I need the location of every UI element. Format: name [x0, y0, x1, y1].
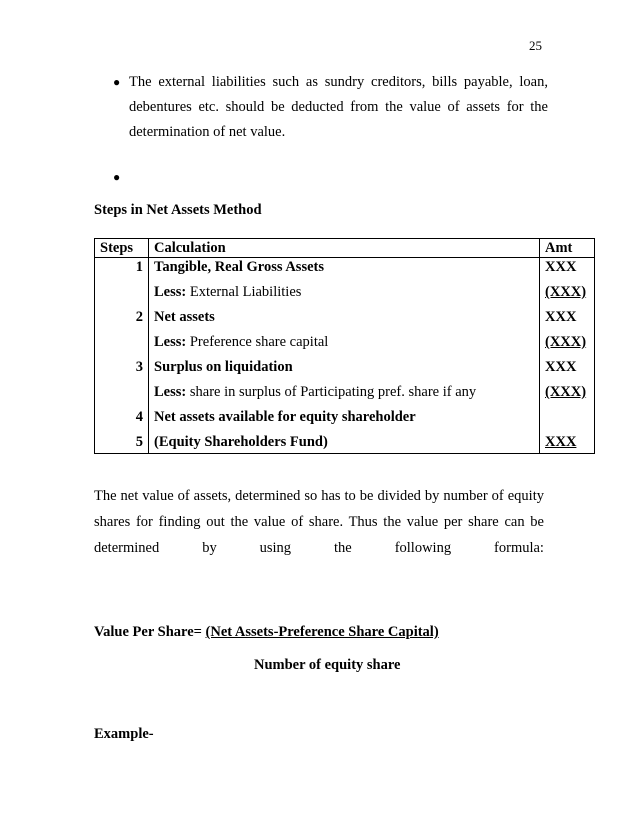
formula-line [94, 624, 439, 641]
table-row [95, 433, 595, 454]
row-calculation [149, 308, 540, 333]
row-amount: XXX [545, 309, 577, 325]
paragraph-word: by [202, 540, 217, 556]
table-row [95, 258, 595, 284]
paragraph-line [94, 535, 544, 561]
row-amount [540, 408, 595, 433]
bullet-dot-icon: ● [113, 170, 121, 184]
less-prefix: Less: [154, 284, 187, 300]
table-row [95, 383, 595, 408]
body-paragraph [94, 483, 544, 561]
row-amount: XXX [545, 359, 577, 375]
less-prefix: Less: [154, 384, 187, 400]
row-amount: (XXX) [545, 384, 587, 400]
formula-numerator: (Net Assets-Preference Share Capital) [205, 624, 439, 640]
paragraph-word: using [259, 540, 292, 556]
row-amount: XXX [545, 259, 577, 275]
section-heading: Steps in Net Assets Method [94, 202, 262, 218]
row-calculation [149, 283, 540, 308]
table-row [95, 358, 595, 383]
less-prefix: Less: [154, 334, 187, 350]
header-steps: Steps [95, 239, 149, 258]
row-calculation [149, 258, 540, 284]
calculation-text: External Liabilities [186, 284, 302, 300]
row-step [95, 383, 149, 408]
calculation-text: Net assets [154, 309, 215, 325]
calculation-text: Net assets available for equity shareholder [154, 409, 416, 425]
bullet-text: The external liabilities such as sundry creditors, bills payable, loan, debentures etc. should be deducted from the value of assets for the determination of net value. [129, 74, 548, 140]
table-header-row [95, 239, 595, 258]
paragraph-word: following [394, 540, 452, 556]
row-step: 4 [95, 408, 149, 433]
row-step: 1 [95, 258, 149, 284]
table-row [95, 333, 595, 358]
row-amount: (XXX) [545, 284, 587, 300]
row-calculation [149, 383, 540, 408]
header-calculation: Calculation [149, 239, 540, 258]
calculation-text: Surplus on liquidation [154, 359, 293, 375]
calculation-text: share in surplus of Participating pref. share if any [186, 384, 477, 400]
row-amount: XXX [545, 434, 577, 450]
bullet-item [96, 70, 548, 145]
bullet-item-empty [96, 165, 548, 190]
formula-denominator: Number of equity share [254, 657, 401, 673]
steps-table-body [95, 258, 595, 454]
calculation-text: (Equity Shareholders Fund) [154, 434, 328, 450]
row-step: 5 [95, 433, 149, 454]
formula-label: Value Per Share= [94, 624, 206, 640]
table-row [95, 283, 595, 308]
table-row [95, 408, 595, 433]
bullet-dot-icon: ● [113, 75, 121, 89]
row-calculation [149, 408, 540, 433]
calculation-text: Preference share capital [186, 334, 329, 350]
bullet-list [96, 70, 548, 190]
paragraph-word: formula: [494, 540, 544, 556]
steps-table [94, 238, 595, 454]
row-step: 3 [95, 358, 149, 383]
page-number: 25 [529, 38, 542, 53]
paragraph-word: determined [94, 540, 160, 556]
table-row [95, 308, 595, 333]
row-calculation [149, 358, 540, 383]
row-calculation [149, 433, 540, 454]
example-label: Example- [94, 726, 154, 742]
row-step [95, 283, 149, 308]
row-amount: (XXX) [545, 334, 587, 350]
paragraph-word: the [334, 540, 352, 556]
calculation-text: Tangible, Real Gross Assets [154, 259, 324, 275]
row-calculation [149, 333, 540, 358]
paragraph-line: shares for finding out the value of share. Thus the value per share can be [94, 514, 544, 530]
row-step [95, 333, 149, 358]
paragraph-line: The net value of assets, determined so has to be divided by number of equity [94, 488, 544, 504]
header-amt: Amt [540, 239, 595, 258]
row-step: 2 [95, 308, 149, 333]
